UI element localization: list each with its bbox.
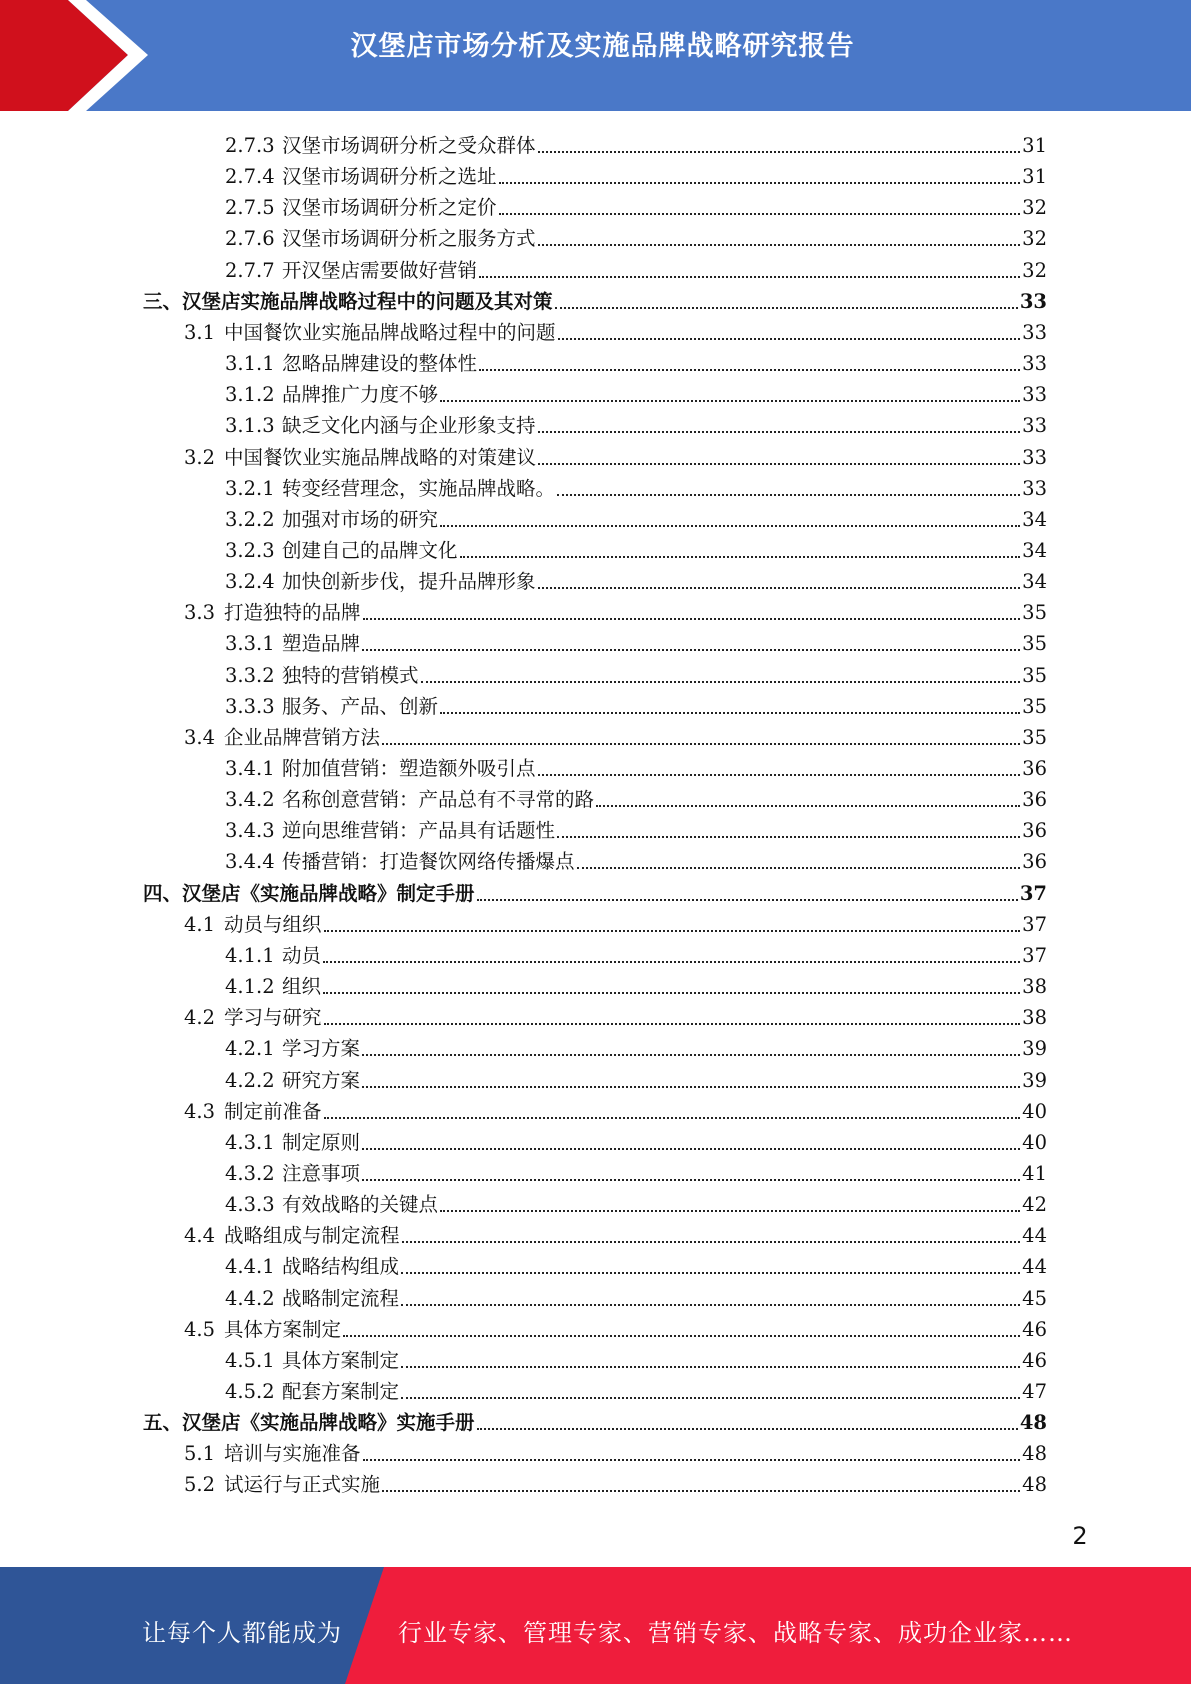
toc-dot-leader	[538, 463, 1020, 465]
toc-entry-page: 33	[1022, 320, 1047, 344]
toc-entry-page: 36	[1022, 819, 1047, 843]
toc-entry[interactable]	[0, 314, 1191, 345]
toc-entry-title: 具体方案制定	[224, 1317, 342, 1341]
toc-entry-number: 2.7.5	[225, 196, 275, 220]
toc-entry[interactable]	[0, 688, 1191, 719]
toc-entry-title: 加快创新步伐，提升品牌形象	[282, 570, 536, 594]
toc-entry[interactable]	[0, 1155, 1191, 1186]
toc-entry-page: 33	[1022, 352, 1047, 376]
toc-entry[interactable]	[0, 750, 1191, 781]
toc-entry-page: 33	[1022, 414, 1047, 438]
toc-entry-number: 四、	[143, 881, 183, 905]
toc-entry[interactable]	[0, 812, 1191, 843]
toc-entry[interactable]	[0, 532, 1191, 563]
toc-entry-title: 汉堡市场调研分析之选址	[282, 165, 497, 189]
toc-dot-leader	[401, 1304, 1020, 1306]
toc-dot-leader	[538, 431, 1021, 433]
toc-entry-page: 48	[1022, 1442, 1047, 1466]
toc-entry-page: 32	[1022, 227, 1047, 251]
toc-dot-leader	[557, 836, 1020, 838]
toc-entry-label	[184, 601, 361, 625]
toc-entry-label	[143, 1411, 475, 1435]
toc-entry-page: 44	[1022, 1255, 1047, 1279]
toc-entry-label	[225, 975, 321, 999]
toc-entry-label	[225, 1255, 399, 1279]
toc-dot-leader	[477, 899, 1018, 901]
toc-entry[interactable]	[0, 376, 1191, 407]
toc-entry-title: 汉堡店《实施品牌战略》实施手册	[182, 1411, 475, 1435]
toc-entry-number: 3.1.3	[225, 414, 275, 438]
toc-entry-title: 汉堡市场调研分析之定价	[282, 196, 497, 220]
toc-entry[interactable]	[0, 1466, 1191, 1497]
toc-entry-page: 33	[1022, 383, 1047, 407]
page-footer	[0, 1567, 1191, 1684]
toc-entry-label	[225, 196, 497, 220]
toc-entry-title: 研究方案	[282, 1068, 361, 1092]
toc-entry-label	[184, 1224, 400, 1248]
toc-dot-leader	[499, 182, 1021, 184]
toc-entry-number: 3.3.1	[225, 632, 275, 656]
toc-entry-title: 动员与组织	[224, 912, 322, 936]
toc-dot-leader	[538, 774, 1021, 776]
toc-entry[interactable]	[0, 1124, 1191, 1155]
toc-entry-page: 48	[1022, 1473, 1047, 1497]
toc-dot-leader	[440, 1210, 1020, 1212]
toc-entry-page: 39	[1022, 1068, 1047, 1092]
toc-entry-page: 42	[1022, 1193, 1047, 1217]
toc-entry[interactable]	[0, 252, 1191, 283]
toc-dot-leader	[323, 961, 1020, 963]
toc-dot-leader	[362, 1086, 1020, 1088]
toc-entry-number: 5.2	[184, 1473, 216, 1497]
toc-entry-page: 33	[1019, 289, 1047, 313]
toc-entry-title: 服务、产品、创新	[282, 694, 439, 718]
report-title: 汉堡店市场分析及实施品牌战略研究报告	[350, 31, 855, 62]
toc-entry-page: 46	[1022, 1317, 1047, 1341]
toc-dot-leader	[401, 1272, 1020, 1274]
toc-entry-number: 3.4.2	[225, 788, 275, 812]
toc-entry-label	[225, 227, 536, 251]
toc-dot-leader	[401, 1397, 1020, 1399]
toc-entry-page: 45	[1022, 1286, 1047, 1310]
toc-entry-label	[225, 383, 438, 407]
toc-entry-page: 37	[1022, 943, 1047, 967]
toc-entry-label	[225, 414, 536, 438]
toc-entry-label	[225, 944, 321, 968]
toc-dot-leader	[363, 1459, 1021, 1461]
toc-entry-title: 传播营销：打造餐饮网络传播爆点	[282, 850, 575, 874]
toc-entry-title: 动员	[282, 943, 322, 967]
toc-entry[interactable]	[0, 283, 1191, 314]
toc-entry-title: 具体方案制定	[282, 1348, 400, 1372]
toc-entry-title: 汉堡市场调研分析之受众群体	[282, 134, 536, 157]
toc-entry-label	[225, 1349, 399, 1373]
toc-entry[interactable]	[0, 875, 1191, 906]
toc-entry-label	[184, 1318, 341, 1342]
toc-dot-leader	[538, 587, 1021, 589]
toc-entry-page: 33	[1022, 445, 1047, 469]
toc-entry-label	[225, 850, 575, 874]
toc-entry-page: 34	[1022, 538, 1047, 562]
toc-dot-leader	[499, 213, 1021, 215]
toc-entry-number: 4.2.1	[225, 1037, 275, 1061]
toc-entry[interactable]	[0, 470, 1191, 501]
toc-entry-title: 注意事项	[282, 1161, 361, 1185]
toc-entry-label	[225, 477, 555, 501]
toc-entry[interactable]	[0, 968, 1191, 999]
toc-entry-number: 3.4.1	[225, 757, 275, 780]
toc-entry-number: 4.5.2	[225, 1380, 275, 1403]
toc-entry-title: 制定原则	[282, 1130, 361, 1154]
toc-entry-title: 中国餐饮业实施品牌战略的对策建议	[224, 445, 537, 469]
toc-dot-leader	[538, 244, 1021, 246]
toc-entry[interactable]	[0, 189, 1191, 220]
toc-entry[interactable]	[0, 1030, 1191, 1061]
toc-entry-number: 4.2.2	[225, 1068, 275, 1092]
toc-dot-leader	[362, 1179, 1020, 1181]
toc-entry[interactable]	[0, 781, 1191, 812]
toc-entry-title: 忽略品牌建设的整体性	[282, 352, 478, 376]
toc-entry-page: 47	[1022, 1380, 1047, 1403]
toc-entry-label	[184, 1100, 322, 1124]
toc-entry-title: 企业品牌营销方法	[224, 725, 381, 749]
toc-entry-label	[225, 1162, 360, 1186]
toc-entry-label	[225, 664, 419, 688]
toc-entry-number: 五、	[143, 1411, 183, 1435]
toc-entry-number: 3.3.2	[225, 663, 275, 687]
toc-entry-title: 加强对市场的研究	[282, 507, 439, 531]
toc-entry-title: 制定前准备	[224, 1099, 322, 1123]
toc-entry-number: 4.2	[184, 1006, 216, 1030]
toc-entry-page: 31	[1022, 134, 1047, 157]
toc-entry-title: 汉堡店实施品牌战略过程中的问题及其对策	[182, 289, 553, 313]
toc-entry[interactable]	[0, 719, 1191, 750]
toc-entry-number: 三、	[143, 289, 183, 313]
toc-entry-title: 学习与研究	[224, 1006, 322, 1030]
toc-entry-number: 3.2.2	[225, 507, 275, 531]
toc-entry[interactable]	[0, 345, 1191, 376]
toc-entry-label	[184, 1473, 380, 1497]
toc-entry[interactable]	[0, 1248, 1191, 1279]
toc-entry[interactable]	[0, 657, 1191, 688]
toc-entry-title: 打造独特的品牌	[224, 601, 361, 625]
toc-entry[interactable]	[0, 158, 1191, 189]
toc-entry-title: 附加值营销：塑造额外吸引点	[282, 757, 536, 780]
toc-entry-title: 战略结构组成	[282, 1255, 400, 1279]
toc-entry-page: 37	[1022, 912, 1047, 936]
toc-entry-title: 汉堡店《实施品牌战略》制定手册	[182, 881, 475, 905]
toc-entry-page: 37	[1019, 881, 1047, 905]
toc-entry-page: 36	[1022, 788, 1047, 812]
toc-dot-leader	[362, 1148, 1020, 1150]
toc-entry[interactable]	[0, 906, 1191, 937]
toc-entry[interactable]	[0, 1217, 1191, 1248]
toc-entry[interactable]	[0, 843, 1191, 874]
toc-entry-number: 3.2.1	[225, 476, 275, 500]
toc-dot-leader	[555, 307, 1018, 309]
toc-entry[interactable]	[0, 625, 1191, 656]
toc-dot-leader	[460, 556, 1021, 558]
toc-entry-title: 学习方案	[282, 1037, 361, 1061]
toc-entry[interactable]	[0, 937, 1191, 968]
toc-entry-page: 33	[1022, 476, 1047, 500]
toc-entry-number: 4.5	[184, 1317, 216, 1341]
toc-entry[interactable]	[0, 999, 1191, 1030]
toc-entry-title: 培训与实施准备	[224, 1442, 361, 1466]
toc-entry-number: 4.3.1	[225, 1130, 275, 1154]
toc-dot-leader	[557, 494, 1020, 496]
toc-entry[interactable]	[0, 1186, 1191, 1217]
toc-entry[interactable]	[0, 594, 1191, 625]
toc-entry-page: 38	[1022, 1006, 1047, 1030]
toc-entry[interactable]	[0, 1404, 1191, 1435]
toc-dot-leader	[402, 1241, 1021, 1243]
toc-entry-label	[143, 290, 553, 314]
toc-entry-title: 试运行与正式实施	[224, 1473, 381, 1497]
toc-entry[interactable]	[0, 439, 1191, 470]
toc-entry-label	[225, 539, 458, 563]
toc-entry-label	[184, 913, 322, 937]
toc-entry-page: 38	[1022, 975, 1047, 999]
toc-entry-label	[225, 819, 555, 843]
toc-entry-label	[184, 726, 380, 750]
toc-entry[interactable]	[0, 563, 1191, 594]
toc-entry-page: 35	[1022, 694, 1047, 718]
footer-slogan-left: 让每个人都能成为	[142, 1619, 342, 1647]
toc-entry-page: 32	[1022, 258, 1047, 282]
toc-entry-title: 转变经营理念，实施品牌战略。	[282, 476, 556, 500]
toc-entry-page: 35	[1022, 632, 1047, 656]
toc-entry-number: 4.4.1	[225, 1255, 275, 1279]
toc-entry[interactable]	[0, 1062, 1191, 1093]
toc-dot-leader	[382, 743, 1020, 745]
toc-dot-leader	[362, 1054, 1020, 1056]
toc-entry[interactable]	[0, 407, 1191, 438]
toc-entry-label	[225, 570, 536, 594]
toc-dot-leader	[538, 151, 1021, 153]
toc-entry-page: 46	[1022, 1348, 1047, 1372]
toc-entry-number: 3.2.4	[225, 570, 275, 594]
toc-entry-label	[225, 788, 594, 812]
toc-dot-leader	[440, 400, 1020, 402]
toc-entry-page: 36	[1022, 757, 1047, 780]
toc-entry[interactable]	[0, 1311, 1191, 1342]
toc-entry-page: 36	[1022, 850, 1047, 874]
toc-dot-leader	[479, 276, 1020, 278]
toc-entry-page: 41	[1022, 1161, 1047, 1185]
toc-entry-number: 3.4.3	[225, 819, 275, 843]
page-number: 2	[1072, 1522, 1088, 1550]
toc-entry-page: 35	[1022, 725, 1047, 749]
toc-entry-title: 缺乏文化内涵与企业形象支持	[282, 414, 536, 438]
toc-dot-leader	[577, 867, 1021, 869]
toc-entry-label	[225, 695, 438, 719]
toc-entry-page: 34	[1022, 507, 1047, 531]
toc-entry-title: 创建自己的品牌文化	[282, 538, 458, 562]
toc-entry-number: 3.2	[184, 445, 216, 469]
toc-entry-label	[225, 134, 536, 158]
toc-entry-title: 塑造品牌	[282, 632, 361, 656]
toc-dot-leader	[343, 1335, 1020, 1337]
toc-dot-leader	[324, 930, 1021, 932]
toc-entry-title: 开汉堡店需要做好营销	[282, 258, 478, 282]
toc-entry-title: 战略制定流程	[282, 1286, 400, 1310]
toc-entry-label	[225, 1037, 360, 1061]
toc-entry-title: 汉堡市场调研分析之服务方式	[282, 227, 536, 251]
toc-entry-title: 独特的营销模式	[282, 663, 419, 687]
toc-entry-number: 4.3	[184, 1099, 216, 1123]
toc-entry-label	[184, 1006, 322, 1030]
toc-entry[interactable]	[0, 220, 1191, 251]
toc-dot-leader	[558, 338, 1021, 340]
toc-dot-leader	[479, 369, 1020, 371]
toc-dot-leader	[324, 1117, 1021, 1119]
toc-entry[interactable]	[0, 501, 1191, 532]
toc-entry-number: 3.3	[184, 601, 216, 625]
toc-entry-title: 配套方案制定	[282, 1380, 400, 1403]
toc-entry-page: 48	[1019, 1411, 1047, 1435]
toc-entry-number: 2.7.6	[225, 227, 275, 251]
toc-entry-page: 32	[1022, 196, 1047, 220]
toc-entry-number: 3.4.4	[225, 850, 275, 874]
toc-dot-leader	[324, 1023, 1021, 1025]
toc-entry-number: 5.1	[184, 1442, 216, 1466]
toc-entry[interactable]	[0, 1373, 1191, 1404]
toc-entry-title: 逆向思维营销：产品具有话题性	[282, 819, 556, 843]
toc-entry-label	[143, 882, 475, 906]
toc-entry-page: 35	[1022, 601, 1047, 625]
toc-entry-number: 3.1.2	[225, 383, 275, 407]
toc-entry-title: 有效战略的关键点	[282, 1193, 439, 1217]
toc-dot-leader	[440, 525, 1020, 527]
toc-entry-number: 2.7.7	[225, 258, 275, 282]
toc-dot-leader	[363, 618, 1021, 620]
toc-entry-page: 34	[1022, 570, 1047, 594]
toc-entry[interactable]	[0, 1342, 1191, 1373]
toc-entry-number: 4.1.1	[225, 943, 275, 967]
toc-entry-number: 2.7.4	[225, 165, 275, 189]
toc-entry-number: 3.2.3	[225, 538, 275, 562]
toc-entry-page: 40	[1022, 1130, 1047, 1154]
toc-entry-title: 名称创意营销：产品总有不寻常的路	[282, 788, 595, 812]
toc-entry-page: 35	[1022, 663, 1047, 687]
toc-entry-label	[225, 1380, 399, 1404]
toc-entry-number: 2.7.3	[225, 134, 275, 157]
toc-dot-leader	[382, 1490, 1020, 1492]
toc-dot-leader	[421, 681, 1021, 683]
toc-dot-leader	[440, 712, 1020, 714]
toc-entry-page: 40	[1022, 1099, 1047, 1123]
toc-entry-title: 品牌推广力度不够	[282, 383, 439, 407]
toc-entry-number: 4.5.1	[225, 1348, 275, 1372]
toc-entry-page: 31	[1022, 165, 1047, 189]
toc-entry-label	[225, 259, 477, 283]
toc-entry-page: 44	[1022, 1224, 1047, 1248]
toc-entry-label	[225, 1287, 399, 1311]
toc-entry-label	[225, 757, 536, 781]
toc-entry-number: 3.1	[184, 320, 216, 344]
toc-entry-label	[184, 446, 536, 470]
toc-entry[interactable]	[0, 1435, 1191, 1466]
toc-entry-label	[184, 321, 556, 345]
toc-entry-number: 4.4.2	[225, 1286, 275, 1310]
toc-entry-number: 4.4	[184, 1224, 216, 1248]
toc-entry-page: 39	[1022, 1037, 1047, 1061]
toc-entry-label	[225, 508, 438, 532]
toc-entry-number: 3.1.1	[225, 352, 275, 376]
toc-dot-leader	[477, 1428, 1018, 1430]
toc-entry-label	[225, 632, 360, 656]
toc-dot-leader	[401, 1366, 1020, 1368]
toc-entry[interactable]	[0, 1280, 1191, 1311]
toc-entry-number: 4.1	[184, 912, 216, 936]
page-header	[0, 0, 1191, 111]
toc-entry[interactable]	[0, 127, 1191, 158]
toc-entry-label	[225, 1131, 360, 1155]
toc-dot-leader	[362, 649, 1020, 651]
toc-entry-number: 3.3.3	[225, 694, 275, 718]
toc-dot-leader	[323, 992, 1020, 994]
toc-dot-leader	[596, 805, 1020, 807]
toc-entry-title: 中国餐饮业实施品牌战略过程中的问题	[224, 320, 556, 344]
toc-entry-title: 组织	[282, 975, 322, 999]
toc-entry-label	[225, 1193, 438, 1217]
toc-entry-label	[225, 165, 497, 189]
toc-entry-number: 3.4	[184, 725, 216, 749]
toc-entry-label	[225, 1069, 360, 1093]
toc-entry-label	[225, 352, 477, 376]
toc-entry-label	[184, 1442, 361, 1466]
toc-entry-number: 4.1.2	[225, 975, 275, 999]
toc-entry-title: 战略组成与制定流程	[224, 1224, 400, 1248]
toc-entry-number: 4.3.2	[225, 1161, 275, 1185]
footer-slogan-right: 行业专家、管理专家、营销专家、战略专家、成功企业家……	[398, 1619, 1073, 1647]
toc-entry-number: 4.3.3	[225, 1193, 275, 1217]
toc-entry[interactable]	[0, 1093, 1191, 1124]
